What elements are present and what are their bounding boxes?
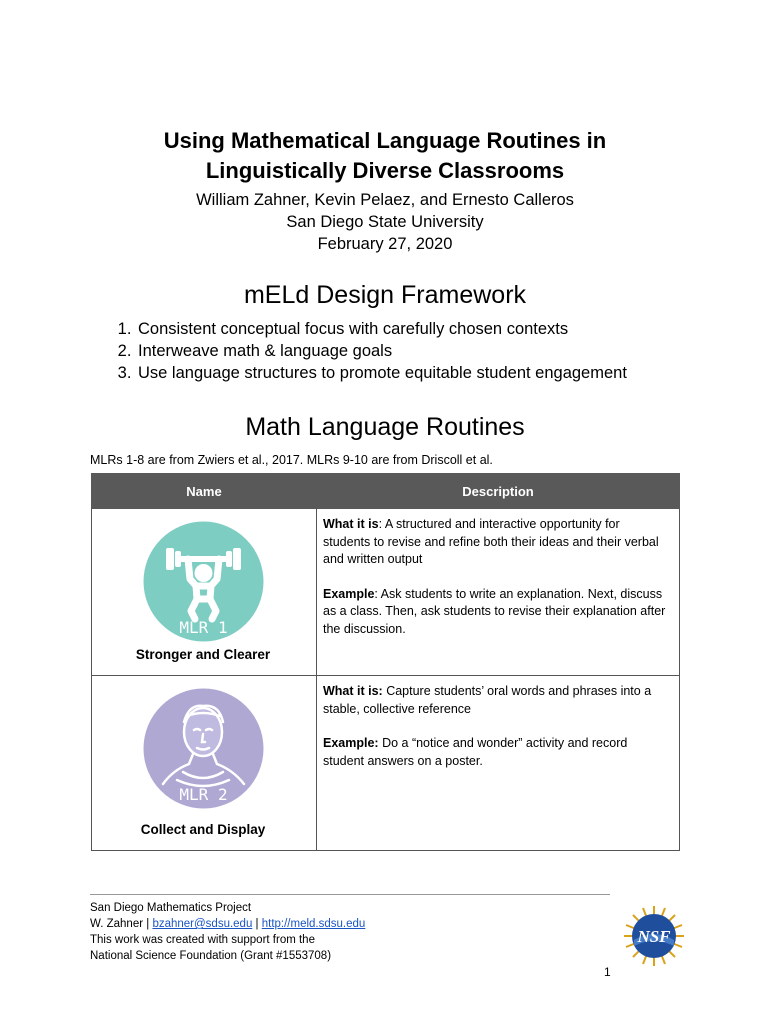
footer-contact <box>90 916 365 932</box>
framework-item: 1. Consistent conceptual focus with carefully chosen contexts <box>136 318 627 340</box>
example-label: Example: <box>323 736 379 750</box>
routines-source-note: MLRs 1-8 are from Zwiers et al., 2017. MLRs 9-10 are from Driscoll et al. <box>90 453 493 467</box>
nsf-logo-text: NSF <box>637 927 671 946</box>
mlr1-name-cell <box>92 509 317 676</box>
authors: William Zahner, Kevin Pelaez, and Ernesto Calleros <box>196 191 574 209</box>
routines-heading: Math Language Routines <box>245 413 525 441</box>
routines-table <box>91 473 680 851</box>
page-number: 1 <box>604 965 611 979</box>
document-title <box>0 126 770 186</box>
mlr1-badge-label: MLR 1 <box>179 618 228 637</box>
column-header-description: Description <box>317 474 680 509</box>
what-label: What it is <box>323 517 379 531</box>
affiliation: San Diego State University <box>286 213 484 231</box>
title-line-2: Linguistically Diverse Classrooms <box>205 158 565 183</box>
mlr2-badge-label: MLR 2 <box>179 785 228 804</box>
mlr2-title: Collect and Display <box>140 822 266 837</box>
footer-support-2: National Science Foundation (Grant #1553708) <box>90 950 332 962</box>
mlr2-description-cell <box>317 676 680 851</box>
mlr2-what-it-is <box>323 683 669 718</box>
what-label: What it is: <box>323 684 383 698</box>
example-label: Example <box>323 586 375 601</box>
byline <box>0 189 770 255</box>
mlr2-name-cell <box>92 676 317 851</box>
framework-list <box>88 318 627 384</box>
framework-heading: mELd Design Framework <box>243 281 527 309</box>
email-link[interactable]: bzahner@sdsu.edu <box>152 918 253 930</box>
footer-divider <box>90 894 610 895</box>
date: February 27, 2020 <box>317 235 453 253</box>
title-line-1: Using Mathematical Language Routines in <box>163 128 607 153</box>
example-text: Do a “notice and wonder” activity and record student answers on a poster. <box>323 736 628 768</box>
framework-item: 3. Use language structures to promote equitable student engagement <box>136 362 627 384</box>
table-row <box>92 676 680 851</box>
mlr1-description-cell <box>317 509 680 676</box>
footer-support-1: This work was created with support from the <box>90 934 315 946</box>
footer-author: W. Zahner | <box>90 918 153 930</box>
website-link[interactable]: http://meld.sdsu.edu <box>261 918 366 930</box>
column-header-name: Name <box>92 474 317 509</box>
framework-item: 2. Interweave math & language goals <box>136 340 627 362</box>
footer-org: San Diego Mathematics Project <box>90 902 252 914</box>
what-text: : A structured and interactive opportunity for students to revise and refine both their ideas and their verbal and written output <box>323 517 659 566</box>
footer-separator: | <box>252 918 262 930</box>
mlr1-what-it-is <box>323 516 669 569</box>
what-text: Capture students’ oral words and phrases into a stable, collective reference <box>323 684 652 716</box>
footer <box>90 900 365 964</box>
example-text: : Ask students to write an explanation. Next, discuss as a class. Then, ask students to revise their explanation after the discussion. <box>323 586 666 636</box>
mlr1-example <box>323 586 669 639</box>
table-row <box>92 509 680 676</box>
weightlifter-icon <box>143 521 264 642</box>
portrait-icon <box>143 688 264 809</box>
mlr2-example <box>323 735 669 770</box>
mlr1-title: Stronger and Clearer <box>135 647 271 662</box>
nsf-logo-icon <box>624 906 684 966</box>
table-header-row <box>92 474 680 509</box>
